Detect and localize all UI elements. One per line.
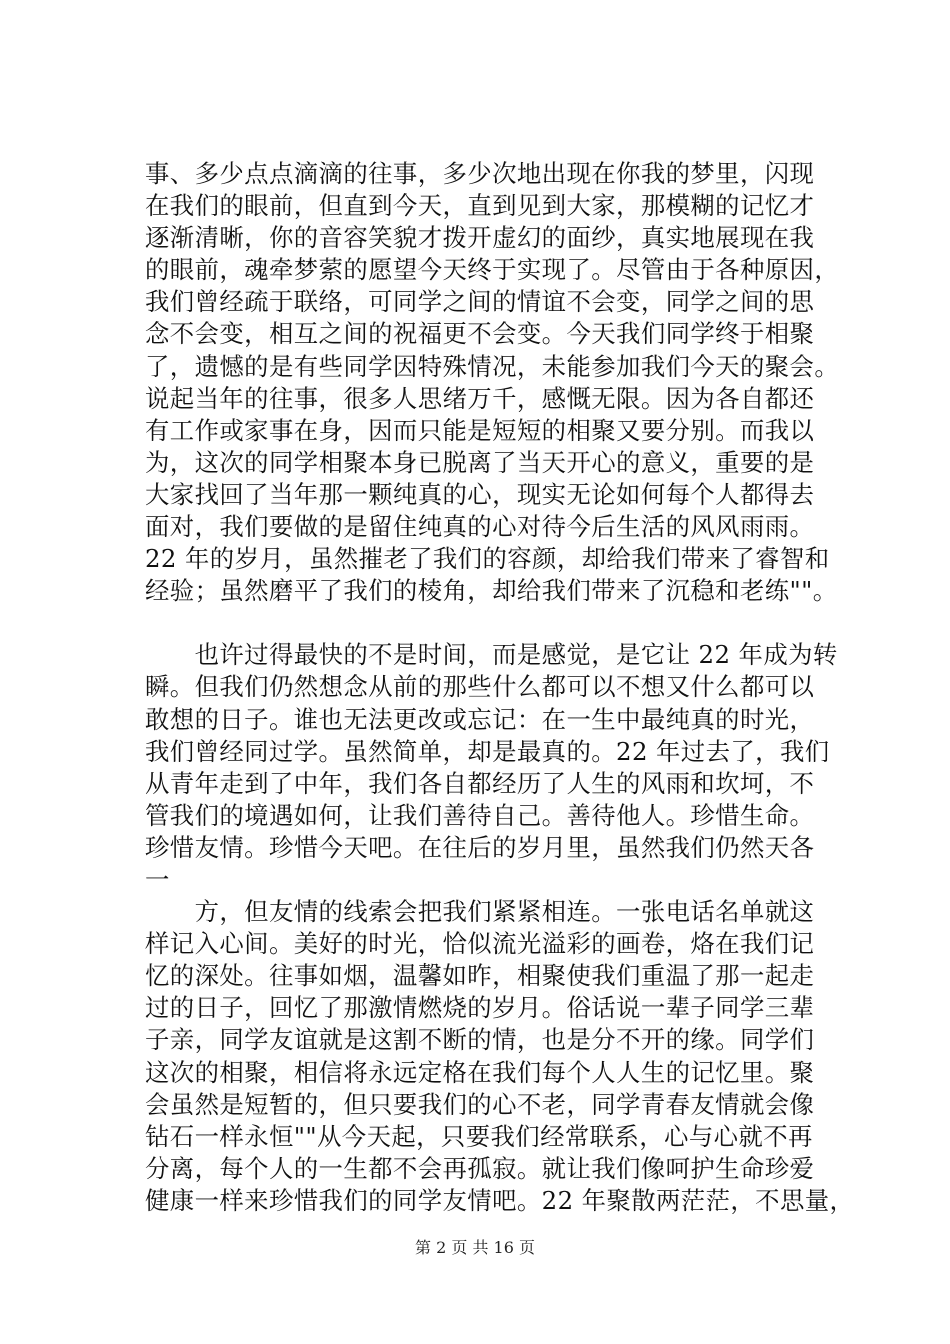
paragraph-1 xyxy=(145,158,845,607)
text-line: 分离，每个人的一生都不会再孤寂。就让我们像呵护生命珍爱 xyxy=(145,1153,815,1183)
text-line: 敢想的日子。谁也无法更改或忘记：在一生中最纯真的时光， xyxy=(145,704,815,734)
paragraph-spacer xyxy=(145,607,845,639)
text-line: 了，遗憾的是有些同学因特殊情况，未能参加我们今天的聚会。 xyxy=(145,351,840,381)
body-text xyxy=(145,158,855,1217)
text-line: 瞬。但我们仍然想念从前的那些什么都可以不想又什么都可以 xyxy=(145,672,815,702)
text-line: 我们曾经同过学。虽然简单，却是最真的。22 年过去了，我们 xyxy=(145,736,830,766)
text-line: 子亲，同学友谊就是这割不断的情，也是分不开的缘。同学们 xyxy=(145,1025,815,1055)
text-line: 22 年的岁月，虽然摧老了我们的容颜，却给我们带来了睿智和 xyxy=(145,544,830,574)
text-line: 忆的深处。往事如烟，温馨如昨，相聚使我们重温了那一起走 xyxy=(145,961,815,991)
text-line: 有工作或家事在身，因而只能是短短的相聚又要分别。而我以 xyxy=(145,415,815,445)
text-line: 也许过得最快的不是时间，而是感觉，是它让 22 年成为转 xyxy=(145,640,838,670)
text-line: 这次的相聚，相信将永远定格在我们每个人人生的记忆里。聚 xyxy=(145,1057,815,1087)
paragraph-2 xyxy=(145,639,855,1217)
text-line: 在我们的眼前，但直到今天，直到见到大家，那模糊的记忆才 xyxy=(145,191,815,221)
text-line: 过的日子，回忆了那激情燃烧的岁月。俗话说一辈子同学三辈 xyxy=(145,993,815,1023)
text-line: 大家找回了当年那一颗纯真的心，现实无论如何每个人都得去 xyxy=(145,479,815,509)
text-line: 说起当年的往事，很多人思绪万千，感慨无限。因为各自都还 xyxy=(145,383,815,413)
text-line: 经验；虽然磨平了我们的棱角，却给我们带来了沉稳和老练""。 xyxy=(145,576,838,606)
page-number-footer: 第 2 页 共 16 页 xyxy=(415,1238,535,1257)
text-line: 逐渐清晰，你的音容笑貌才拨开虚幻的面纱，真实地展现在我 xyxy=(145,223,815,253)
text-line: 从青年走到了中年，我们各自都经历了人生的风雨和坎坷，不 xyxy=(145,768,815,798)
text-line: 念不会变，相互之间的祝福更不会变。今天我们同学终于相聚 xyxy=(145,319,815,349)
text-line: 面对，我们要做的是留住纯真的心对待今后生活的风风雨雨。 xyxy=(145,512,815,542)
text-line: 样记入心间。美好的时光，恰似流光溢彩的画卷，烙在我们记 xyxy=(145,929,815,959)
text-line: 健康一样来珍惜我们的同学友情吧。22 年聚散两茫茫，不思量， xyxy=(145,1185,855,1215)
text-line: 钻石一样永恒""从今天起，只要我们经常联系，心与心就不再 xyxy=(145,1121,813,1151)
text-line: 会虽然是短暂的，但只要我们的心不老，同学青春友情就会像 xyxy=(145,1089,815,1119)
text-line: 事、多少点点滴滴的往事，多少次地出现在你我的梦里，闪现 xyxy=(145,159,815,188)
text-line: 为，这次的同学相聚本身已脱离了当天开心的意义，重要的是 xyxy=(145,447,815,477)
text-line: 我们曾经疏于联络，可同学之间的情谊不会变，同学之间的思 xyxy=(145,287,815,317)
text-line: 方，但友情的线索会把我们紧紧相连。一张电话名单就这 xyxy=(145,897,815,927)
text-line: 管我们的境遇如何，让我们善待自己。善待他人。珍惜生命。 xyxy=(145,800,815,830)
text-line: 珍惜友情。珍惜今天吧。在往后的岁月里，虽然我们仍然天各 xyxy=(145,832,815,862)
text-line: 一 xyxy=(145,864,170,894)
text-line: 的眼前，魂牵梦萦的愿望今天终于实现了。尽管由于各种原因， xyxy=(145,255,840,285)
